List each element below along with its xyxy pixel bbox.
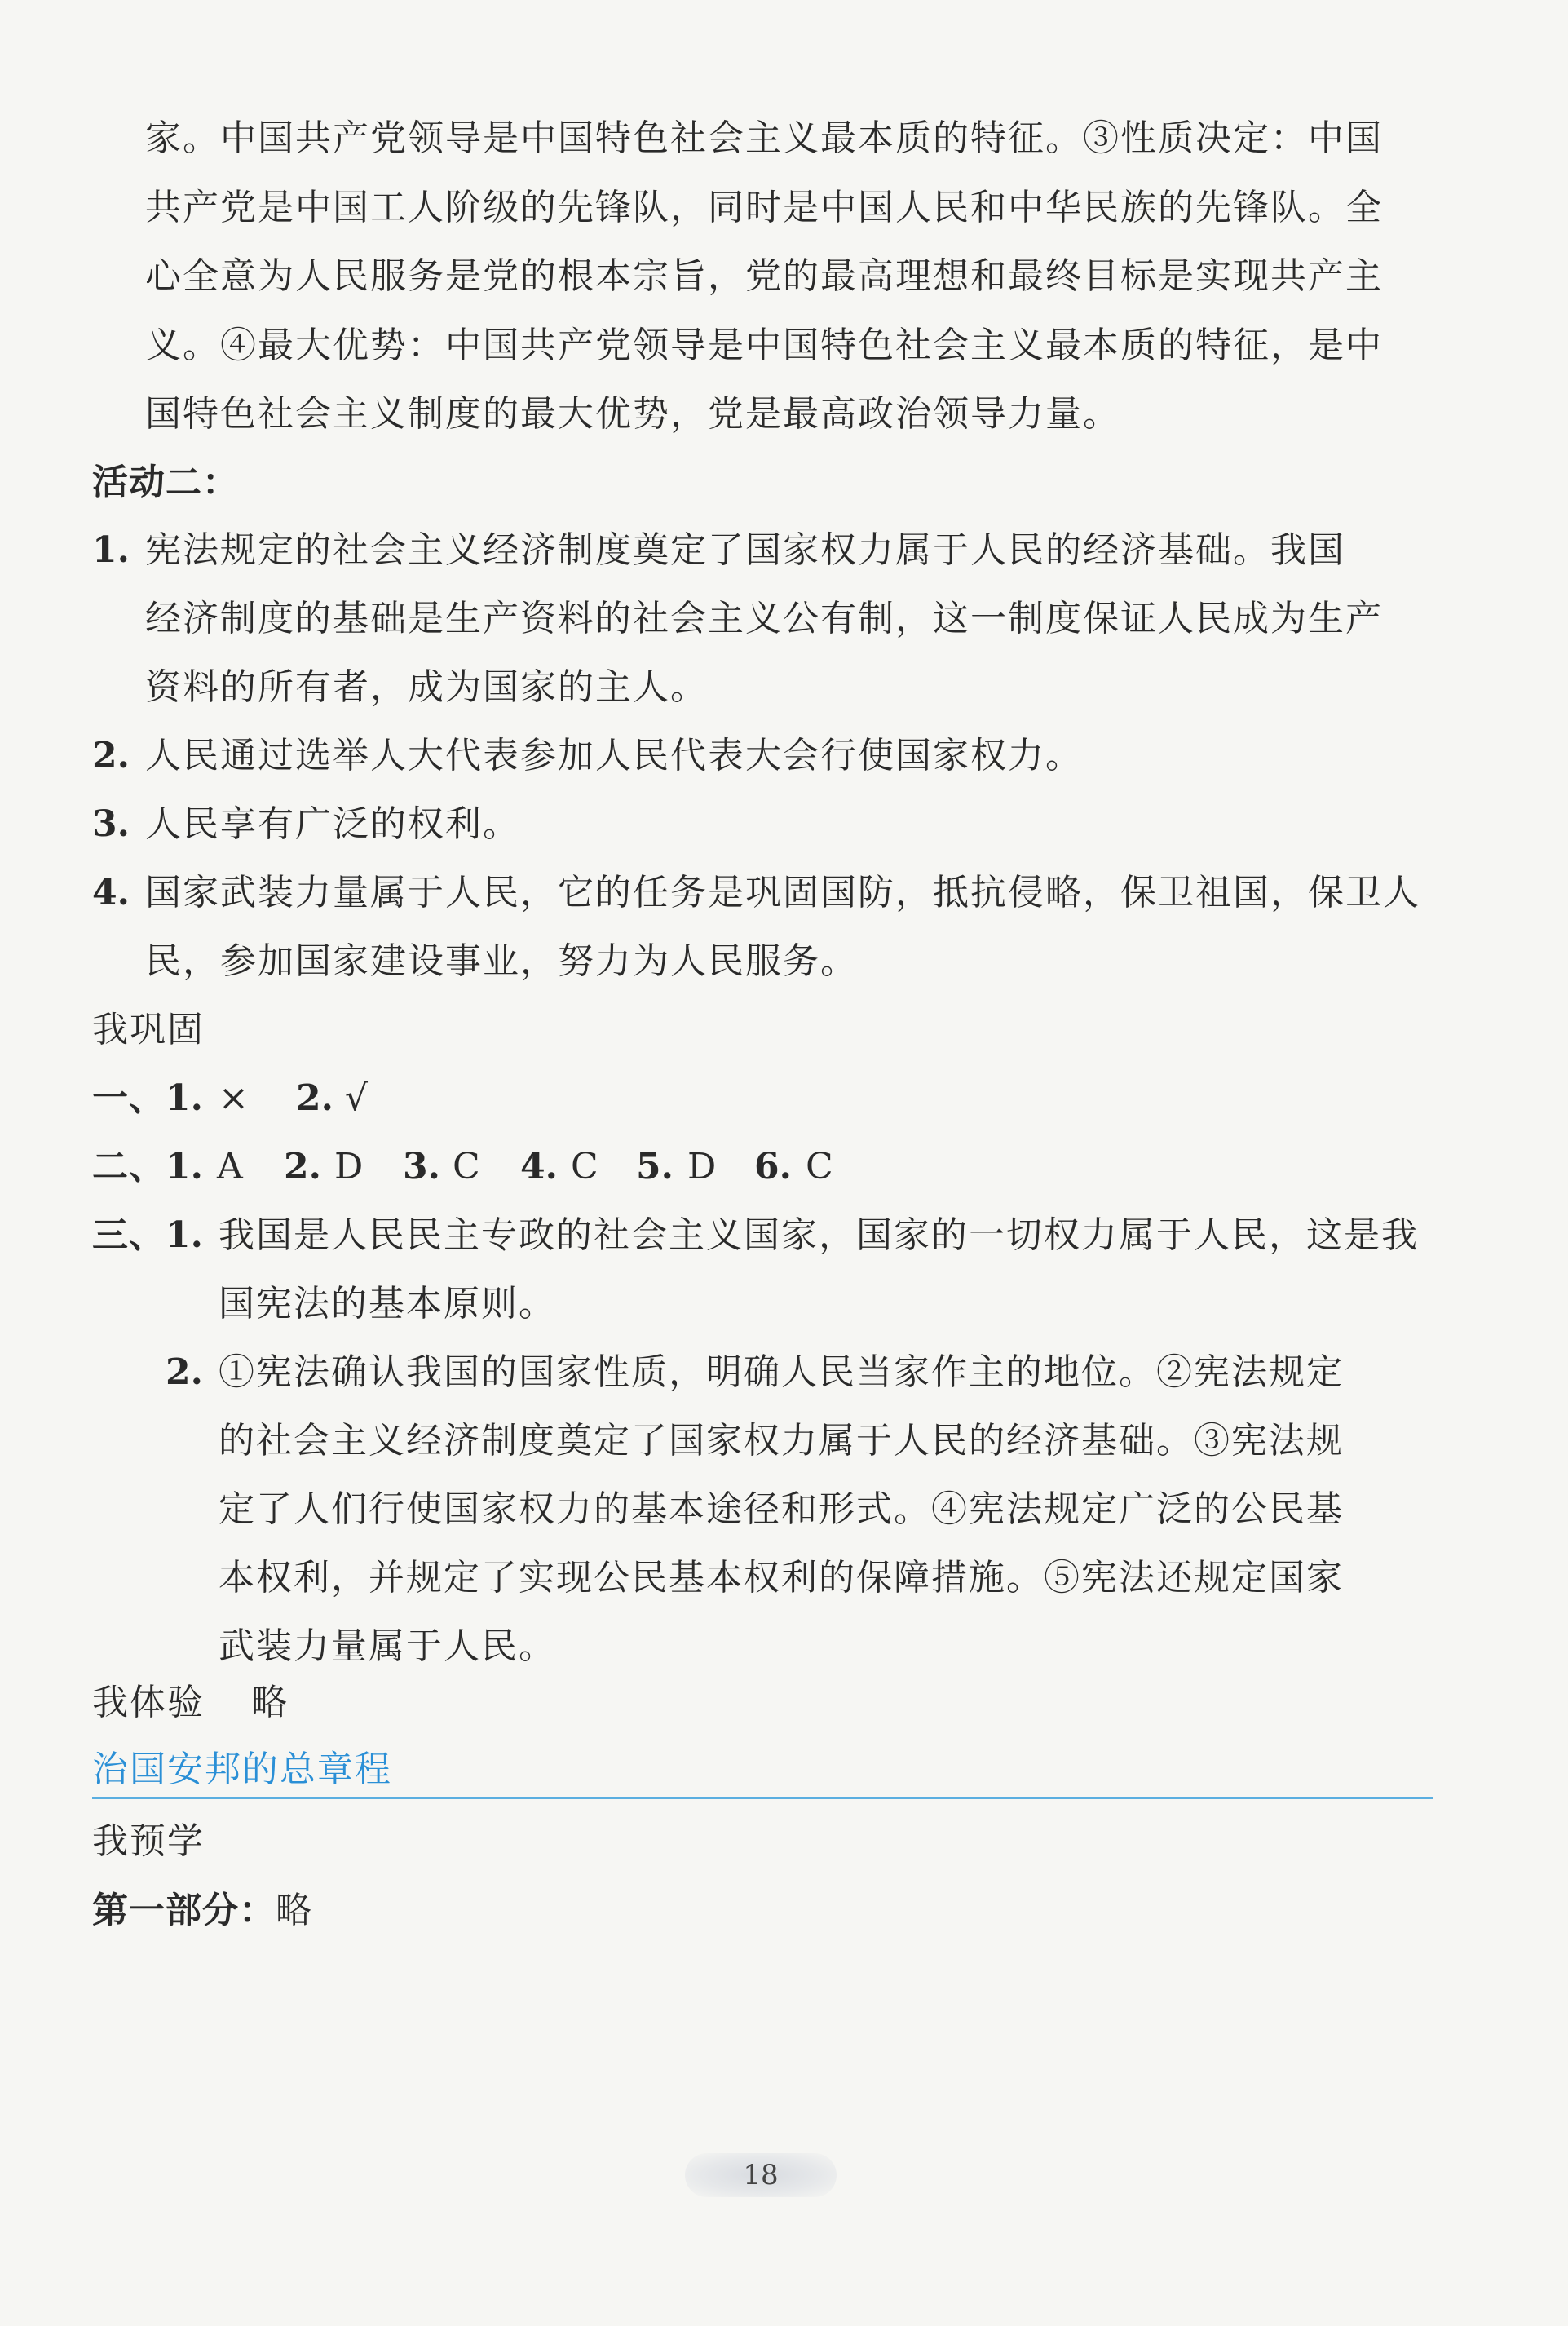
part3-item-line: 国宪法的基本原则。: [219, 1283, 556, 1324]
activity2-item-number: 3.: [92, 803, 130, 845]
activity2-item-number: 1.: [92, 529, 130, 571]
intro-line: 家。中国共产党领导是中国特色社会主义最本质的特征。③性质决定：中国: [145, 117, 1383, 159]
section-divider: [92, 1797, 1433, 1799]
part3-label: 三、: [92, 1214, 166, 1256]
part1-answer-value: √: [345, 1077, 369, 1119]
part2-answer-number: 6.: [754, 1146, 792, 1187]
part3-item-line: 的社会主义经济制度奠定了国家权力属于人民的经济基础。③宪法规: [219, 1420, 1344, 1461]
part1-section-label: 第一部分：: [92, 1890, 276, 1931]
experience-value: 略: [251, 1682, 289, 1723]
activity2-item-number: 2.: [92, 735, 130, 776]
activity2-item-line: 经济制度的基础是生产资料的社会主义公有制，这一制度保证人民成为生产: [145, 598, 1383, 639]
part3-item-line: ①宪法确认我国的国家性质，明确人民当家作主的地位。②宪法规定: [219, 1351, 1344, 1393]
part1-answer-number: 2.: [296, 1077, 333, 1119]
intro-line: 义。④最大优势：中国共产党领导是中国特色社会主义最本质的特征，是中: [145, 325, 1383, 366]
activity2-item-line: 民，参加国家建设事业，努力为人民服务。: [145, 940, 858, 982]
page-number-badge: [685, 2153, 837, 2197]
page-number: 18: [743, 2159, 779, 2191]
part1-label: 一、: [92, 1077, 166, 1119]
activity2-item-line: 资料的所有者，成为国家的主人。: [145, 666, 708, 708]
part2-label: 二、: [92, 1146, 166, 1187]
part3-item-number: 1.: [166, 1214, 203, 1256]
part1-answer-number: 1.: [166, 1077, 203, 1119]
consolidate-heading: 我巩固: [92, 1009, 205, 1050]
experience-heading: 我体验: [92, 1682, 205, 1723]
part2-answer-value: A: [217, 1146, 243, 1187]
part3-item-line: 武装力量属于人民。: [219, 1625, 556, 1667]
part2-answer-number: 4.: [520, 1146, 558, 1187]
part2-answer-value: C: [806, 1146, 833, 1187]
part2-answer-number: 5.: [636, 1146, 674, 1187]
part1-section-value: 略: [276, 1890, 313, 1931]
part2-answer-value: D: [334, 1146, 364, 1187]
activity2-heading: 活动二：: [92, 462, 239, 503]
intro-line: 共产党是中国工人阶级的先锋队，同时是中国人民和中华民族的先锋队。全: [145, 187, 1383, 228]
preview-heading: 我预学: [92, 1820, 205, 1862]
part2-answer-value: C: [571, 1146, 598, 1187]
activity2-item-line: 国家武装力量属于人民，它的任务是巩固国防，抵抗侵略，保卫祖国，保卫人: [145, 872, 1420, 913]
part3-item-line: 定了人们行使国家权力的基本途径和形式。④宪法规定广泛的公民基: [219, 1488, 1344, 1530]
activity2-item-line: 人民享有广泛的权利。: [145, 803, 520, 845]
part2-answer-number: 2.: [284, 1146, 321, 1187]
part2-answer-number: 3.: [403, 1146, 440, 1187]
part2-answer-value: D: [687, 1146, 717, 1187]
activity2-item-line: 人民通过选举人大代表参加人民代表大会行使国家权力。: [145, 735, 1083, 776]
activity2-item-line: 宪法规定的社会主义经济制度奠定了国家权力属于人民的经济基础。我国: [145, 529, 1345, 571]
intro-line: 国特色社会主义制度的最大优势，党是最高政治领导力量。: [145, 393, 1120, 435]
activity2-item-number: 4.: [92, 872, 130, 913]
intro-line: 心全意为人民服务是党的根本宗旨，党的最高理想和最终目标是实现共产主: [145, 255, 1383, 297]
part2-answer-value: C: [453, 1146, 480, 1187]
section-title: 治国安邦的总章程: [92, 1749, 392, 1790]
part3-item-number: 2.: [166, 1351, 203, 1393]
part1-answer-value: ×: [219, 1077, 249, 1119]
part2-answer-number: 1.: [166, 1146, 203, 1187]
part3-item-line: 我国是人民民主专政的社会主义国家，国家的一切权力属于人民，这是我: [219, 1214, 1419, 1256]
part3-item-line: 本权利，并规定了实现公民基本权利的保障措施。⑤宪法还规定国家: [219, 1557, 1344, 1599]
